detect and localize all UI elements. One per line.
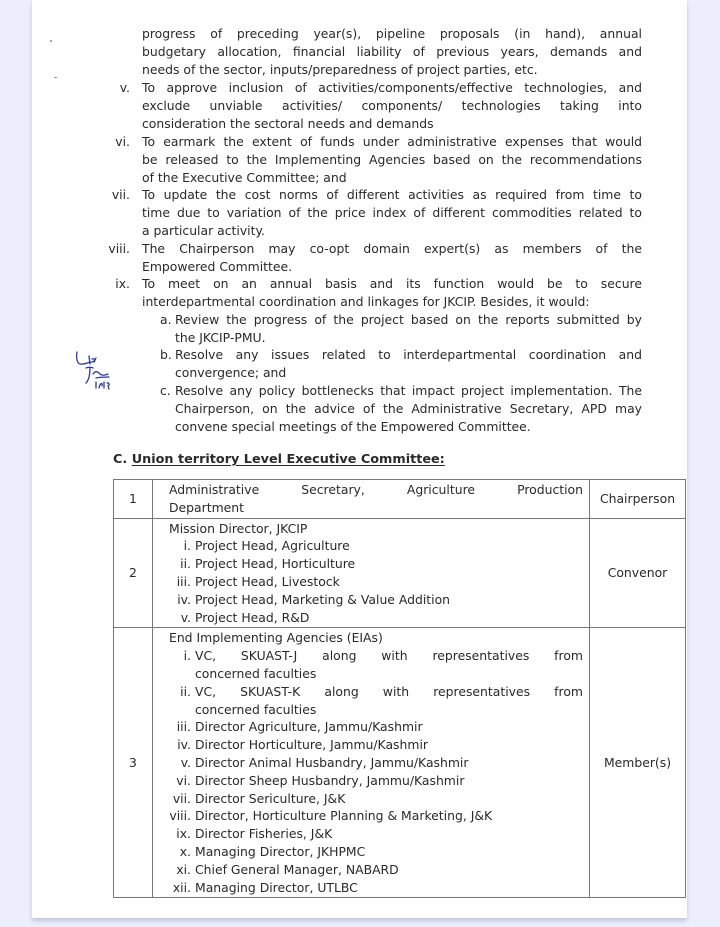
table-row [114,628,686,898]
list-item: v. Director Animal Husbandry, Jammu/Kashmir [180,754,469,770]
section-heading [113,452,445,467]
row-description [153,480,590,519]
subitem-letter: b. [160,347,172,362]
row-role: Chairperson [590,480,686,519]
row-number: 3 [114,628,153,898]
item-numeral: vi. [115,134,130,149]
list-item: i. VC, SKUAST-J along with representatives from concerned faculties [183,648,583,681]
item-line: be released to the Implementing Agencies based on the recommendations [142,152,642,167]
section-prefix: C. [113,452,128,467]
paragraph-line: progress of preceding year(s), pipeline proposals (in hand), annual [142,26,642,41]
item-numeral: ix. [115,276,130,291]
paragraph-line: budgetary allocation, financial liability of previous years, demands and [142,44,642,59]
table-row [114,518,686,628]
description-heading: Mission Director, JKCIP [169,520,308,536]
list-item: xii. Managing Director, UTLBC [172,879,358,895]
list-item: x. Managing Director, JKHPMC [179,843,366,859]
list-item: xi. Chief General Manager, NABARD [176,861,399,877]
subitem-line: Review the progress of the project based on the reports submitted by [175,312,642,327]
list-item: viii. Director, Horticulture Planning & Marketing, J&K [169,808,493,824]
scan-speck [50,40,52,42]
list-item: iii. Project Head, Livestock [176,573,340,589]
item-line: Empowered Committee. [142,259,293,274]
item-line: consideration the sectoral needs and demands [142,116,434,131]
table-row [114,480,686,519]
item-line: The Chairperson may co-opt domain expert(s) as members of the [142,241,642,256]
item-line: interdepartmental coordination and linkages for JKCIP. Besides, it would: [142,294,590,309]
description-line: Department [169,499,244,515]
item-line: To earmark the extent of funds under administrative expenses that would [142,134,642,149]
subitem-line: Chairperson, on the advice of the Administrative Secretary, APD may [175,401,642,416]
subitem-line: Resolve any issues related to interdepartmental coordination and [175,347,642,362]
item-numeral: vii. [111,187,130,202]
subitem-line: convergence; and [175,365,287,380]
list-item: i. Project Head, Agriculture [183,538,350,554]
row-role: Member(s) [590,628,686,898]
description-heading: End Implementing Agencies (EIAs) [169,630,383,646]
member-list [169,537,583,626]
item-line: To meet on an annual basis and its function would be to secure [142,276,642,291]
subitem-letter: c. [160,383,171,398]
list-item: vii. Director Sericulture, J&K [172,790,346,806]
list-item: vi. Director Sheep Husbandry, Jammu/Kashmir [176,772,465,788]
list-item: v. Project Head, R&D [180,609,310,625]
item-numeral: v. [119,80,130,95]
item-numeral: viii. [108,241,130,256]
item-line: time due to variation of the price index of different commodities related to [142,205,642,220]
list-item: iii. Director Agriculture, Jammu/Kashmir [176,719,423,735]
list-item: ii. Project Head, Horticulture [180,556,356,572]
row-description [153,518,590,628]
list-item: ix. Director Fisheries, J&K [176,826,333,842]
subitem-letter: a. [160,312,172,327]
paragraph-line: needs of the sector, inputs/preparedness of project parties, etc. [142,62,538,77]
list-item: ii. VC, SKUAST-K along with representatives from concerned faculties [180,683,583,717]
row-number: 2 [114,518,153,628]
item-line: exclude unviable activities/ components/ technologies taking into [142,98,642,113]
subitem-line: Resolve any policy bottlenecks that impact project implementation. The [175,383,642,398]
document-page [32,0,687,918]
item-line: To approve inclusion of activities/components/effective technologies, and [142,80,642,95]
row-number: 1 [114,480,153,519]
list-item: iv. Director Horticulture, Jammu/Kashmir [177,737,428,753]
row-description [153,628,590,898]
item-line: of the Executive Committee; and [142,170,347,185]
handwritten-signature-icon [74,350,134,390]
description-line: Administrative Secretary, Agriculture Production [169,482,583,497]
member-list [169,647,583,896]
list-item: iv. Project Head, Marketing & Value Addition [177,591,451,607]
item-line: a particular activity. [142,223,265,238]
subitem-line: the JKCIP-PMU. [175,330,266,345]
scan-speck [54,77,57,78]
committee-table [113,479,686,898]
row-role: Convenor [590,518,686,628]
subitem-line: convene special meetings of the Empowered Committee. [175,419,531,434]
section-title: Union territory Level Executive Committee: [131,452,445,467]
item-line: To update the cost norms of different activities as required from time to [142,187,642,202]
